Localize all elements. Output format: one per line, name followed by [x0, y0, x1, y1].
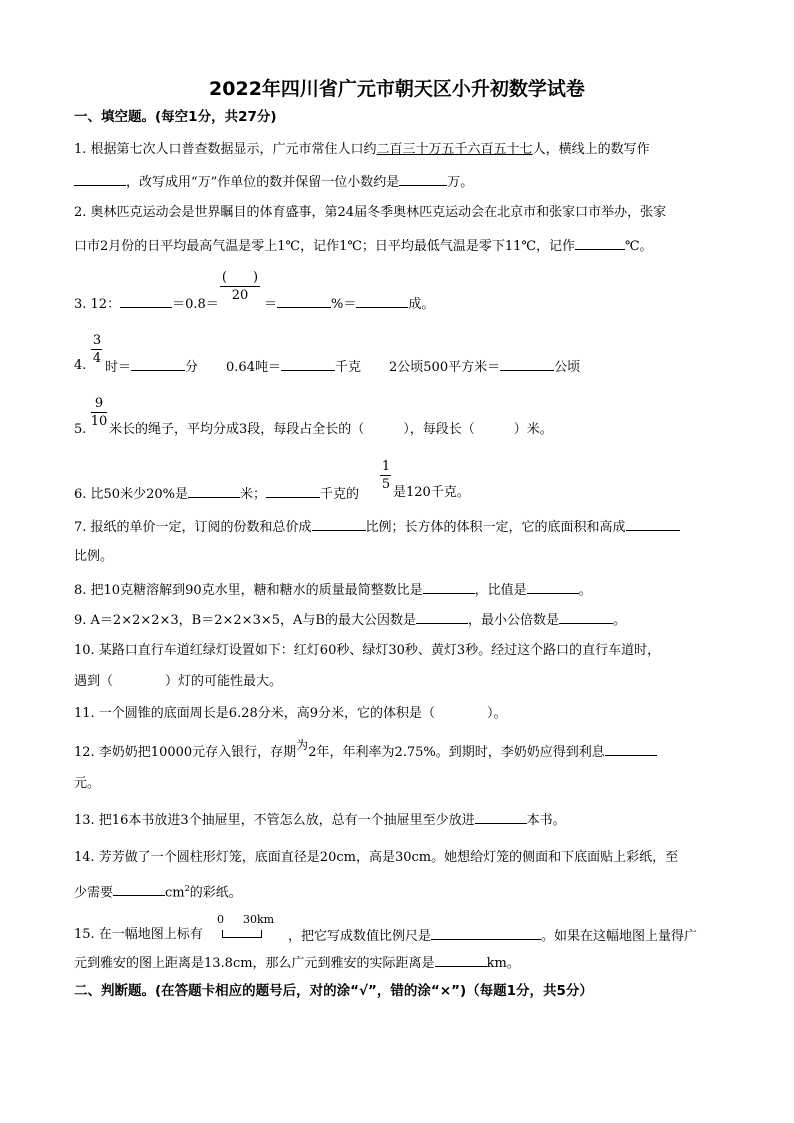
answer-blank[interactable] — [113, 883, 165, 896]
question-10-line-2: 遇到（ ）灯的可能性最大。 — [74, 674, 283, 689]
answer-blank[interactable] — [431, 927, 541, 940]
answer-blank[interactable] — [423, 581, 475, 594]
answer-blank[interactable] — [120, 295, 172, 308]
answer-blank[interactable] — [559, 611, 613, 624]
page-title: 2022年四川省广元市朝天区小升初数学试卷 — [209, 78, 585, 100]
underlined-number: 二百三十万五千六百五十七 — [376, 142, 533, 157]
question-12-line-1: 12. 李奶奶把10000元存入银行，存期为2年，年利率为2.75%。到期时，李奶奶应得到利息 — [74, 743, 657, 760]
fraction-bar — [380, 475, 391, 476]
fraction-bar — [91, 412, 107, 413]
question-13-line: 13. 把16本书放进3个抽屉里，不管怎么放，总有一个抽屉里至少放进 本书。 — [74, 813, 566, 828]
question-7-line-2: 比例。 — [74, 549, 114, 564]
question-3-line-b: ＝ %＝ 成。 — [264, 297, 435, 312]
question-11-line: 11. 一个圆锥的底面周长是6.28分米，高9分米，它的体积是（ ）。 — [74, 706, 507, 721]
answer-blank[interactable] — [575, 237, 625, 250]
fraction-denominator: 10 — [90, 414, 108, 429]
answer-blank[interactable] — [399, 173, 447, 186]
fraction-numerator: 1 — [381, 459, 391, 474]
answer-blank[interactable] — [74, 173, 126, 186]
answer-blank[interactable] — [416, 611, 468, 624]
question-10-line-1: 10. 某路口直行车道红绿灯设置如下：红灯60秒、绿灯30秒、黄灯3秒。经过这个路口的直行车道时， — [74, 643, 661, 658]
fraction-denominator: 20 — [231, 288, 249, 303]
fraction-numerator: ( ) — [221, 270, 259, 285]
question-15-line-2: 元到雅安的图上距离是13.8cm，那么广元到雅安的实际距离是 km。 — [74, 956, 520, 971]
question-2-line-1: 2. 奥林匹克运动会是世界瞩目的体育盛事，第24届冬季奥林匹克运动会在北京市和张家口市举办，张家 — [74, 205, 667, 220]
answer-blank[interactable] — [277, 295, 331, 308]
answer-blank[interactable] — [131, 358, 185, 371]
section-1-heading: 一、填空题。(每空1分，共27分) — [74, 109, 277, 125]
question-12-line-2: 元。 — [74, 776, 101, 791]
fraction-denominator: 4 — [92, 351, 102, 366]
fraction-numerator: 9 — [94, 396, 104, 411]
answer-blank[interactable] — [188, 485, 240, 498]
fraction-bar — [220, 286, 260, 287]
fraction-bar — [91, 349, 102, 350]
scale-label-distance: 30km — [243, 913, 275, 926]
question-14-line-2: 少需要 $cm^2$的彩纸。 — [74, 884, 242, 901]
question-15-line-1a: 15. 在一幅地图上标有 — [74, 927, 203, 942]
question-4-line: 时＝ 分 0.64吨＝ 千克 2公顷500平方米＝ 公顷 — [105, 360, 581, 375]
question-5-number: 5. — [74, 422, 87, 437]
question-6-line-a: 6. 比50米少20%是 米； 千克的 — [74, 487, 360, 502]
question-1-line-1: 1. 根据第七次人口普查数据显示，广元市常住人口约二百三十万五千六百五十七人，横线上的数写作 — [74, 142, 650, 157]
fraction-denominator: 5 — [381, 477, 391, 492]
answer-blank[interactable] — [356, 295, 408, 308]
question-5-line: 米长的绳子，平均分成3段，每段占全长的（ ），每段长（ ）米。 — [109, 422, 553, 437]
question-9-line: 9. A＝2×2×2×3，B＝2×2×3×5，A与B的最大公因数是 ，最小公倍数是 。 — [74, 613, 626, 628]
line-scale-bar — [222, 930, 262, 938]
question-7-line-1: 7. 报纸的单价一定，订阅的份数和总价成 比例；长方体的体积一定，它的底面积和高成 — [74, 518, 680, 535]
section-2-heading: 二、判断题。(在答题卡相应的题号后，对的涂“√”，错的涂“×”)（每题1分，共5分） — [74, 983, 593, 999]
question-15-line-1b: ，把它写成数值比例尺是 。如果在这幅地图上量得广 — [288, 929, 698, 944]
answer-blank[interactable] — [527, 581, 579, 594]
answer-blank[interactable] — [475, 811, 527, 824]
question-8-line: 8. 把10克糖溶解到90克水里，糖和糖水的质量最简整数比是 ，比值是 。 — [74, 583, 592, 598]
answer-blank[interactable] — [281, 358, 335, 371]
fraction-numerator: 3 — [92, 333, 102, 348]
answer-blank[interactable] — [626, 518, 680, 531]
question-4-number: 4. — [74, 358, 87, 373]
answer-blank[interactable] — [605, 743, 657, 756]
question-2-line-2: 口市2月份的日平均最高气温是零上1℃，记作1℃；日平均最低气温是零下11℃，记作 ℃。 — [74, 239, 653, 254]
scale-label-zero: 0 — [217, 913, 224, 926]
answer-blank[interactable] — [312, 518, 366, 531]
question-6-line-b: 是120千克。 — [393, 485, 470, 500]
question-1-line-2: ，改写成用“万”作单位的数并保留一位小数约是 万。 — [74, 173, 473, 190]
answer-blank[interactable] — [266, 485, 320, 498]
question-14-line-1: 14. 芳芳做了一个圆柱形灯笼，底面直径是20cm，高是30cm。她想给灯笼的侧面和下底面贴上彩纸，至 — [74, 850, 679, 865]
answer-blank[interactable] — [500, 358, 554, 371]
question-3-line-a: 3. 12： ＝0.8＝ — [74, 297, 219, 312]
answer-blank[interactable] — [435, 954, 487, 967]
